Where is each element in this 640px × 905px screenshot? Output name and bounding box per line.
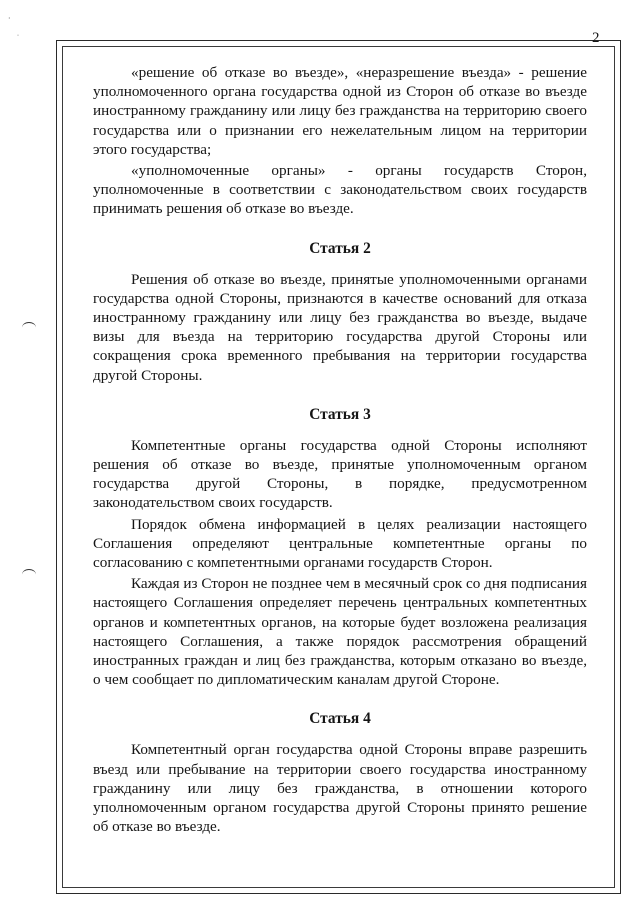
binding-hole-mark (22, 569, 36, 580)
article-paragraph: Решения об отказе во въезде, принятые уполномоченными органами государства одной Стороны, признаются в качестве оснований для отказа иностранному гражданину или лицу без гражданства во въезде, выдаче визы для въезда на территорию государства другой Стороны или сокращения срока временного пребывания на территории государства другой Стороны. (93, 270, 587, 384)
scan-speck: ˙ (16, 34, 20, 43)
article-heading: Статья 3 (309, 405, 371, 423)
scan-speck: · (8, 14, 11, 23)
document-body (93, 63, 587, 837)
definition-paragraph: «уполномоченные органы» - органы государств Сторон, уполномоченные в соответствии с законодательством своих государств принимать решения об отказе во въезде. (93, 162, 587, 218)
article-heading: Статья 4 (309, 710, 371, 728)
binding-hole-mark (22, 322, 36, 333)
article-paragraph: Порядок обмена информацией в целях реализации настоящего Соглашения определяют центральные компетентные органы по согласованию с компетентными органами государств Сторон. (93, 515, 587, 572)
page-number: 2 (592, 30, 600, 46)
article-paragraph: Компетентный орган государства одной Стороны вправе разрешить въезд или пребывание на территории своего государства иностранному гражданину или лицу без гражданства, в отношении которого уполномоченным органом государства другой Стороны принято решение об отказе во въезде. (93, 741, 587, 836)
article-paragraph: Каждая из Сторон не позднее чем в месячный срок со дня подписания настоящего Соглашения определяет перечень центральных компетентных органов и компетентных органов, на которые будет возложена реализация настоящего Соглашения, а также порядок рассмотрения обращений иностранных граждан и лиц без гражданства, которым отказано во въезде, о чем сообщает по дипломатическим каналам другой Стороне. (93, 575, 587, 689)
definition-paragraph: «решение об отказе во въезде», «неразрешение въезда» - решение уполномоченного органа государства одной из Сторон об отказе во въезде иностранному гражданину или лицу без гражданства на территорию своего государства или о признании его нежелательным лицом на территории этого государства; (93, 64, 587, 158)
article-heading: Статья 2 (309, 239, 371, 257)
article-paragraph: Компетентные органы государства одной Стороны исполняют решения об отказе во въезде, принятые уполномоченным органом государства другой Стороны, в порядке, предусмотренном законодательством своих государств. (93, 436, 587, 512)
